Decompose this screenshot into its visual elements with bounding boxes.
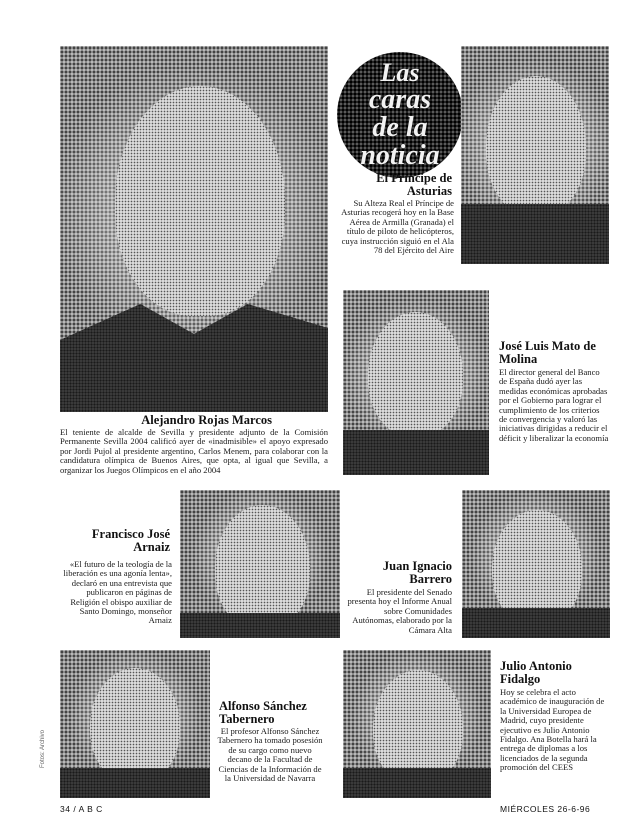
text-barrero: El presidente del Senado presenta hoy el Informe Anual sobre Comunidades Autónomas, elaborado por la Cámara Alta (347, 587, 452, 635)
text-fidalgo: Hoy se celebra el acto académico de inauguración de la Universidad Europea de Madrid, cuyo presidente ejecutivo es Julio Antonio Fidalgo. Ana Botella hará la entrega de diplomas a los licenciados de la segunda promoción del CEES (500, 687, 605, 773)
name-mato: José Luis Mato de Molina (499, 339, 596, 366)
page-folio: 34 / A B C (60, 804, 103, 814)
photo-credit: Fotos: Archivo (40, 729, 46, 768)
photo-fidalgo (343, 650, 491, 798)
photo-tabernero (60, 650, 210, 798)
text-rojas-marcos: El teniente de alcalde de Sevilla y presidente adjunto de la Comisión Permanente Sevilla 2004 calificó ayer de «inadmisible» el apoyo expresado por Jordi Pujol al presidente argentino, Carlos Menem, para colaborar con la candidatura olímpica de Buenos Aires, que opta, al igual que Sevilla, a organizar los Juegos Olímpicos en el año 2004 (60, 427, 328, 475)
las-caras-de-la-noticia-logo (337, 52, 463, 178)
name-rojas-marcos: Alejandro Rojas Marcos (141, 413, 272, 427)
text-mato: El director general del Banco de España dudó ayer las medidas económicas aprobadas por el Gobierno para lograr el cumplimiento de los criterios de convergencia y valoró las iniciativas dirigidas a reducir el déficit y liberalizar la economía (499, 367, 609, 443)
logo-word-4: noticia (360, 140, 440, 171)
text-tabernero: El profesor Alfonso Sánchez Tabernero ha tomado posesión de su cargo como nuevo decano de la Facultad de Ciencias de la Información de la Universidad de Navarra (217, 726, 323, 784)
photo-barrero (462, 490, 610, 638)
logo-word-2: caras (368, 84, 432, 115)
photo-arnaiz (180, 490, 340, 638)
photo-mato (343, 290, 489, 475)
name-principe: El Príncipe de Asturias (376, 171, 452, 198)
text-principe: Su Alteza Real el Príncipe de Asturias recogerá hoy en la Base Aérea de Armilla (Granada) el título de piloto de helicópteros, cuya instrucción siguió en el Ala 78 del Ejército del Aire (341, 198, 454, 256)
name-fidalgo: Julio Antonio Fidalgo (500, 659, 572, 686)
logo-word-1: Las (380, 58, 420, 87)
name-barrero: Juan Ignacio Barrero (382, 559, 452, 586)
footer-date: MIÉRCOLES 26-6-96 (500, 804, 591, 814)
name-arnaiz: Francisco José Arnaiz (91, 527, 170, 554)
text-arnaiz: «El futuro de la teología de la liberación es una agonía lenta», declaró en una entrevista que publicaron en páginas de Religión el obispo auxiliar de Santo Domingo, monseñor Arnaiz (63, 559, 172, 626)
photo-rojas-marcos (60, 46, 328, 412)
logo-word-3: de la (372, 112, 428, 143)
photo-principe (461, 46, 609, 264)
name-tabernero: Alfonso Sánchez Tabernero (219, 699, 307, 726)
